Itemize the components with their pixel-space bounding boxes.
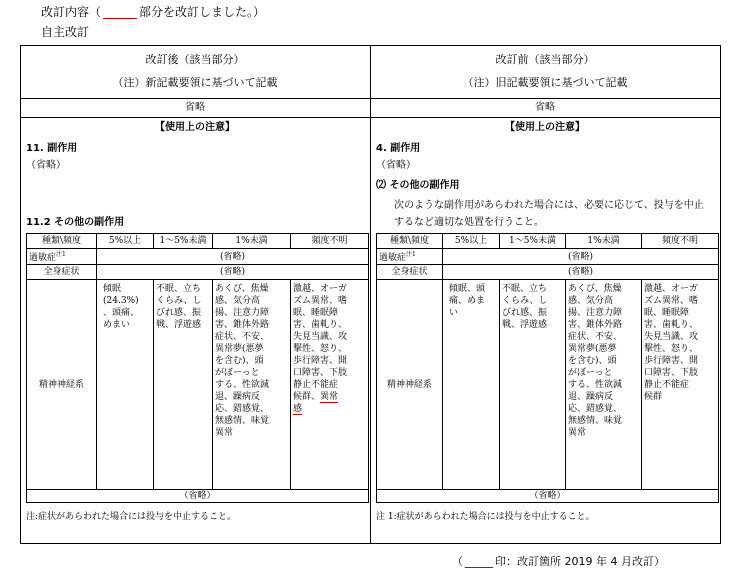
header-1-5pct: 1～5%未満: [154, 234, 213, 249]
after-heading: 改訂後（該当部分）: [145, 53, 245, 66]
after-item-omitted: （省略）: [26, 160, 66, 171]
after-item-title: 11. 副作用: [26, 143, 78, 154]
red-underline-marker: [465, 556, 493, 568]
header-unknown: 頻度不明: [642, 234, 719, 249]
psych-5pct-before: 傾眠、頭 痛、めま い: [443, 280, 500, 490]
after-side-effects-table: [26, 233, 369, 503]
header-type-frequency: 種類\頻度: [27, 234, 97, 249]
row-label-psych: 精神神経系: [377, 280, 443, 490]
psych-under-1pct-before: あくび、焦燥 感、気分高 揚、注意力障 害、錐体外路 症状、不安、 異常夢(悪夢 を含む)、頭 がぼーっと する、性欲減 退、躁病反 応、錯感覚、 無感情、味覚 異常: [566, 280, 642, 490]
header-1-5pct: 1～5%未満: [500, 234, 566, 249]
before-item-omitted: （省略）: [376, 160, 416, 171]
row-label-general: 全身症状: [27, 265, 97, 280]
psych-1-5pct-after: 不眠、立ち くらみ、し びれ感、振 戦、浮遊感: [154, 280, 213, 490]
psych-unknown-before: 激越、オーガ ズム異常、嗜 眠、睡眠障 害、歯軋り、 失見当識、攻 撃性、怒り、 歩行障害、開 口障害、下肢 静止不能症 候群: [642, 280, 719, 490]
psych-5pct-after: 傾眠 (24.3%) 、頭痛、 めまい: [97, 280, 154, 490]
before-note: （注）旧記載要領に基づいて記載: [462, 76, 628, 89]
revision-type: 自主改訂: [41, 25, 90, 39]
header-5pct-over: 5%以上: [443, 234, 500, 249]
before-omitted: 省略: [535, 102, 555, 113]
after-footnote: 注:症状があらわれた場合には投与を中止すること。: [26, 512, 237, 522]
psych-under-1pct-after: あくび、焦燥 感、気分高 揚、注意力障 害、錐体外路 症状、不安、 異常夢(悪夢 を含む)、頭 がぼーっと する、性欲減 退、躁病反 応、錯感覚、 無感情、味覚 異常: [213, 280, 291, 490]
revision-legend: （ 印：改訂箇所 2019 年 4 月改訂）: [452, 555, 665, 568]
before-item-title: 4. 副作用: [376, 143, 421, 154]
header-under-1pct: 1%未満: [566, 234, 642, 249]
before-section-title: 【使用上の注意】: [505, 122, 585, 133]
general-value: (省略): [97, 265, 369, 280]
after-note: （注）新記載要領に基づいて記載: [112, 76, 278, 89]
added-text-highlight: 異常 感: [293, 392, 339, 414]
after-section-title: 【使用上の注意】: [155, 122, 235, 133]
before-heading: 改訂前（該当部分）: [495, 53, 595, 66]
header-under-1pct: 1%未満: [213, 234, 291, 249]
header-type-frequency: 種類\頻度: [377, 234, 443, 249]
general-value: (省略): [443, 265, 719, 280]
row-label-hypersensitivity: 過敏症$^{注1}$: [27, 249, 97, 265]
before-body-text: 次のような副作用があらわれた場合には、必要に応じて、投与を中止するなど適切な処置を行うこと。: [394, 200, 704, 228]
header-5pct-over: 5%以上: [97, 234, 154, 249]
before-table-omitted: （省略）: [377, 490, 719, 503]
row-label-general: 全身症状: [377, 265, 443, 280]
before-subitem-title: ⑵ その他の副作用: [376, 180, 460, 191]
before-footnote: 注 1:症状があらわれた場合には投与を中止すること。: [376, 512, 595, 522]
after-subitem-title: 11.2 その他の副作用: [26, 217, 125, 228]
revision-title: 改訂内容（ 部分を改訂しました。）: [41, 5, 266, 19]
hypersensitivity-value: (省略): [97, 249, 369, 265]
header-unknown: 頻度不明: [291, 234, 369, 249]
after-omitted: 省略: [185, 102, 205, 113]
hypersensitivity-value: (省略): [443, 249, 719, 265]
before-side-effects-table: [376, 233, 719, 503]
after-table-omitted: （省略）: [27, 490, 369, 503]
psych-unknown-after: 激越、オーガ ズム異常、嗜 眠、睡眠障 害、歯軋り、 失見当識、攻 撃性、怒り、 歩行障害、開 口障害、下肢 静止不能症 候群、異常 感: [291, 280, 369, 490]
row-label-hypersensitivity: 過敏症$^{注1}$: [377, 249, 443, 265]
row-label-psych: 精神神経系: [27, 280, 97, 490]
psych-1-5pct-before: 不眠、立ち くらみ、し びれ感、振 戦、浮遊感: [500, 280, 566, 490]
red-underline-marker: [103, 6, 137, 19]
